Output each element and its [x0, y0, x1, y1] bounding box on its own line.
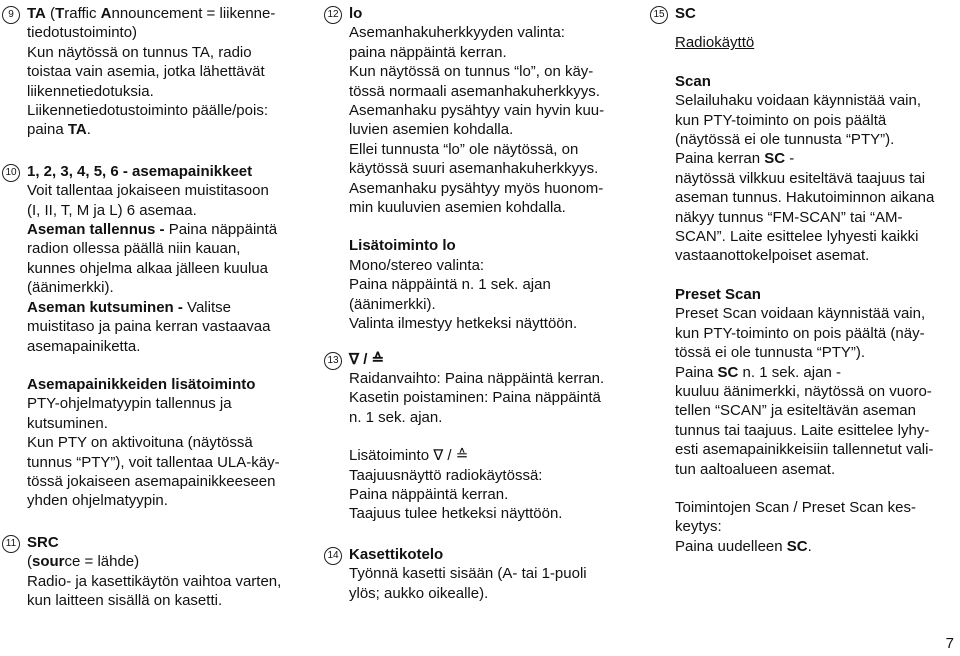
- section-heading: lo: [349, 5, 363, 22]
- subsection-heading: Scan: [675, 72, 711, 90]
- item-number-badge: 10: [2, 164, 20, 182]
- subsection-heading: Asemapainikkeiden lisätoiminto: [27, 375, 256, 393]
- column-3: [648, 0, 960, 556]
- text-line: Radio- ja kasettikäytön vaihtoa varten,: [27, 572, 282, 590]
- text-line: Ellei tunnusta “lo” ole näytössä, on: [349, 140, 579, 158]
- text-line: Taajuusnäyttö radiokäytössä:: [349, 466, 543, 484]
- item-number-badge: 12: [324, 6, 342, 24]
- section-9: [0, 4, 320, 140]
- item-number-badge: 15: [650, 6, 668, 24]
- page-number: 7: [945, 635, 954, 652]
- text-line: Taajuus tulee hetkeksi näyttöön.: [349, 505, 563, 523]
- section-heading: Kasettikotelo: [349, 545, 444, 563]
- text-line: min kuuluvien asemien kohdalla.: [349, 199, 566, 217]
- text-line: Kasetin poistaminen: Paina näppäintä: [349, 389, 601, 407]
- text-line: liikennetiedotuksia.: [27, 82, 154, 100]
- text-line: kun PTY-toiminto on pois päältä: [675, 111, 887, 129]
- text-line: SCAN”. Laite esittelee lyhyesti kaikki: [675, 228, 919, 246]
- text-line: Selailuhaku voidaan käynnistää vain,: [675, 92, 921, 110]
- text-line: kuuluu äänimerkki, näytössä on vuoro-: [675, 382, 932, 400]
- section-12: [322, 4, 647, 334]
- text-line: Kun näytössä on tunnus TA, radio: [27, 43, 252, 61]
- text-line: Asemanhakuherkkyyden valinta:: [349, 24, 565, 42]
- item-number-badge: 13: [324, 352, 342, 370]
- text-line: Kun näytössä on tunnus “lo”, on käy-: [349, 63, 594, 81]
- section-heading: ∇ / ≙: [349, 350, 385, 368]
- section-13: [322, 350, 647, 524]
- section-14: [322, 545, 647, 603]
- text-line: Liikennetiedotustoiminto päälle/pois:: [27, 102, 268, 120]
- item-number-badge: 9: [2, 6, 20, 24]
- section-11: [0, 533, 320, 611]
- text-line: radion ollessa päällä niin kauan,: [27, 240, 241, 258]
- text-line: Paina kerran SC -: [675, 150, 795, 168]
- text-line: tunnus tai taajuus. Laite esittelee lyhy-: [675, 421, 930, 439]
- text-line: (näytössä ei ole tunnusta “PTY”).: [675, 131, 895, 149]
- section-10: [0, 162, 320, 511]
- text-line: kun PTY-toiminto on pois päältä (näy-: [675, 324, 925, 342]
- text-line: Lisätoiminto ∇ / ≙: [349, 447, 469, 465]
- text-line: asemapainiketta.: [27, 337, 141, 355]
- text-line: keytys:: [675, 518, 722, 536]
- text-line: kun laitteen sisällä on kasetti.: [27, 591, 223, 609]
- column-1: [0, 0, 320, 610]
- text-line: toistaa vain asemia, jotka lähettävät: [27, 63, 265, 81]
- text-line: luvien asemien kohdalla.: [349, 121, 514, 139]
- text-line: (I, II, T, M ja L) 6 asemaa.: [27, 201, 197, 219]
- section-heading: 1, 2, 3, 4, 5, 6 - asemapainikkeet: [27, 162, 253, 180]
- text-line: Paina uudelleen SC.: [675, 537, 812, 555]
- text-line: tun aaltoalueen asemat.: [675, 460, 836, 478]
- text-line: esti asemapainikkeisiin tallennetut vali-: [675, 441, 934, 459]
- text-line: yhden ohjelmatyypin.: [27, 492, 168, 510]
- text-line: n. 1 sek. ajan.: [349, 408, 443, 426]
- text-line: PTY-ohjelmatyypin tallennus ja: [27, 395, 232, 413]
- text-line: ylös; aukko oikealle).: [349, 584, 489, 602]
- subsection-heading: Preset Scan: [675, 285, 761, 303]
- section-heading: TA (Traffic Announcement = liikenne-: [27, 5, 276, 22]
- text-line: (source = lähde): [27, 553, 140, 571]
- column-2: [322, 0, 647, 603]
- text-line: Paina näppäintä n. 1 sek. ajan: [349, 276, 551, 294]
- item-number-badge: 11: [2, 535, 20, 553]
- text-line: Aseman kutsuminen - Valitse: [27, 298, 231, 316]
- section-heading: SRC: [27, 533, 59, 551]
- section-heading: SC: [675, 5, 696, 22]
- text-line: (äänimerkki).: [27, 279, 114, 297]
- text-line: tössä ei ole tunnusta “PTY”).: [675, 344, 866, 362]
- text-line: tössä normaali asemanhakuherkkyys.: [349, 82, 600, 100]
- text-line: Aseman tallennus - Paina näppäintä: [27, 221, 278, 239]
- text-line: Asemanhaku pysähtyy myös huonom-: [349, 179, 604, 197]
- text-line: paina näppäintä kerran.: [349, 43, 507, 61]
- text-line: Paina näppäintä kerran.: [349, 485, 509, 503]
- section-15: [648, 4, 960, 556]
- text-line: näytössä vilkkuu esiteltävä taajuus tai: [675, 169, 926, 187]
- text-line: aseman tunnus. Hakutoiminnon aikana: [675, 189, 935, 207]
- text-line: (äänimerkki).: [349, 295, 436, 313]
- text-line: tössä jokaiseen asemapainikkeeseen: [27, 472, 276, 490]
- text-line: Työnnä kasetti sisään (A- tai 1-puoli: [349, 565, 587, 583]
- text-line: Voit tallentaa jokaiseen muistitasoon: [27, 182, 269, 200]
- text-line: Raidanvaihto: Paina näppäintä kerran.: [349, 369, 605, 387]
- text-line: käytössä suuri asemanhakuherkkyys.: [349, 160, 599, 178]
- text-line: Mono/stereo valinta:: [349, 256, 485, 274]
- text-line: kutsuminen.: [27, 414, 108, 432]
- text-line: Valinta ilmestyy hetkeksi näyttöön.: [349, 315, 578, 333]
- text-line: vastaanottokelpoiset asemat.: [675, 247, 870, 265]
- text-line: kunnes ohjelma alkaa jälleen kuulua: [27, 259, 268, 277]
- text-line: muistitaso ja paina kerran vastaavaa: [27, 318, 271, 336]
- text-line: Toimintojen Scan / Preset Scan kes-: [675, 498, 916, 516]
- text-line: tiedotustoiminto): [27, 24, 138, 42]
- subsection-heading: Lisätoiminto lo: [349, 237, 456, 255]
- text-line: Asemanhaku pysähtyy vain hyvin kuu-: [349, 102, 605, 120]
- text-line: näkyy tunnus “FM-SCAN” tai “AM-: [675, 208, 903, 226]
- text-line: Kun PTY on aktivoituna (näytössä: [27, 434, 253, 452]
- text-line: tunnus “PTY”), voit tallentaa ULA-käy-: [27, 453, 280, 471]
- text-line: paina TA.: [27, 121, 91, 139]
- text-line: tellen “SCAN” ja esiteltävän aseman: [675, 402, 916, 420]
- subsection-title: Radiokäyttö: [675, 34, 755, 52]
- item-number-badge: 14: [324, 547, 342, 565]
- text-line: Preset Scan voidaan käynnistää vain,: [675, 305, 926, 323]
- text-line: Paina SC n. 1 sek. ajan -: [675, 363, 841, 381]
